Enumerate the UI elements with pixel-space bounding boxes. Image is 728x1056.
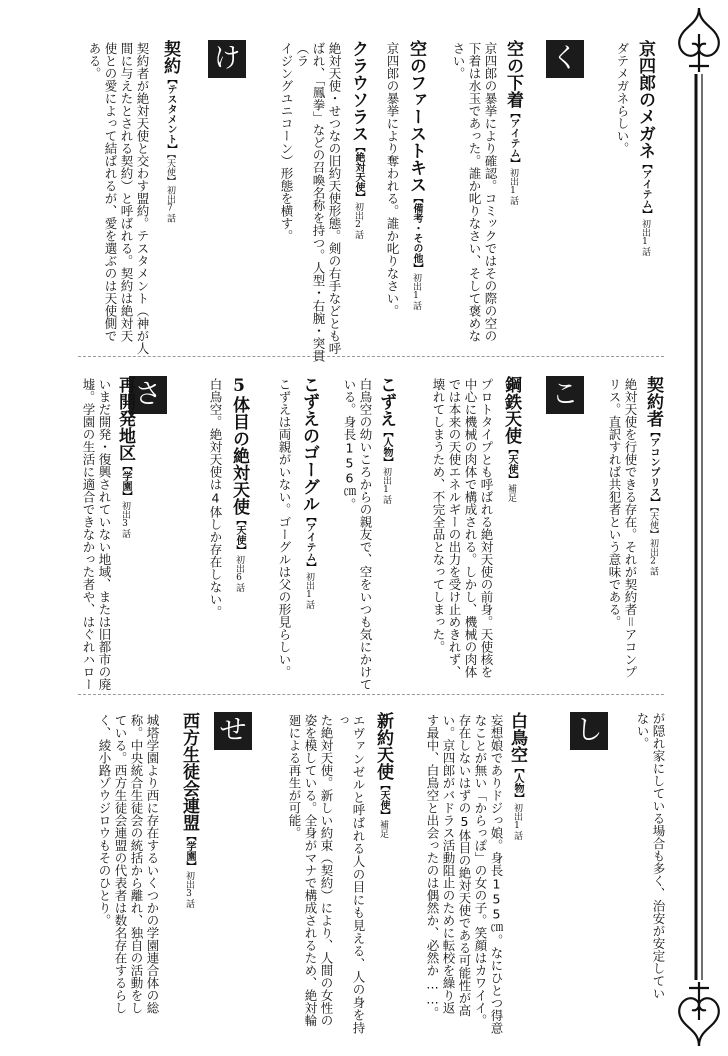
entry-body-redevelopment-zone: いまだ開発・復興されていない地域、または旧都市の廃 墟。学園の生活に適合できなかった者や、はぐれハロー [81, 378, 112, 691]
section-marker-ko: こ [546, 376, 584, 414]
entry-body-steel-angel: プロトタイプとも呼ばれる絶対天使の前身。天使核を 中心に機械の肉体で構成される。しかし、機械の肉体 では本来の天使エネルギーの出力を受け止めきれず、 壊れてしまうため、不完全品となってしまった。 [431, 378, 494, 678]
entry-body-fifth-angel: 白鳥空。絶対天使は4体しか存在しない。 [208, 378, 223, 618]
section-marker-ku: く [546, 40, 584, 78]
entry-body-claiomh-solais: 絶対天使・せつなの旧約天使形態。剣の右手などとも呼 ばれ、「鳳拳」などの召喚名称を持つ。人型・右腕・突貫（ラ イジングユニコーン）形態を横す。 [279, 42, 342, 362]
entry-body-new-testament-angel: エヴァンゼルと呼ばれる人の目にも見える、人の身を持っ た絶対天使。新しい約束（契約）により、人間の女性の 姿を模している。全身がマナで構成されるため、絶対輪 廻による再生が可能。 [287, 714, 366, 1034]
entry-title-kozue-goggles: こずえのゴーグル【アイテム】初出1話 [299, 376, 319, 609]
entry-title-kyoshiro-glasses: 京四郎のメガネ【アイテム】初出1話 [635, 40, 655, 256]
entry-body-sora-first-kiss: 京四郎の暴挙により奪われる。誰か叱りなさい。 [385, 42, 400, 317]
section-marker-ke: け [208, 40, 246, 78]
entry-body-western-council-league: 城塔学園より西に存在するいくつかの学園連合体の総 称。中央統合生徒会の統括から離れ、独自の活動をし ている。西方生徒会連盟の代表者は数名存在するらし く、綾小路ゾウジロウもそのひとり。 [97, 714, 160, 1014]
entry-title-steel-angel: 鋼鉄天使【天使】補足 [501, 376, 521, 502]
entry-title-testament: 契約【テスタメント】【天使】初出7話 [160, 40, 180, 223]
entry-title-western-council-league: 西方生徒会連盟【学園】初出3話 [179, 712, 199, 908]
entry-title-sora-underwear: 空の下着【アイテム】初出1話 [503, 40, 523, 205]
section-marker-sa: さ [129, 376, 167, 414]
entry-title-redevelopment-zone: 再開発地区【学園】初出3話 [115, 376, 135, 538]
entry-body-kyoshiro-glasses: ダテメガネらしい。 [615, 42, 630, 155]
section-marker-shi: し [570, 712, 608, 750]
entry-body-kozue-goggles: こずえは両親がいない。ゴーグルは父の形見らしい。 [277, 378, 292, 678]
entry-body-sora-underwear: 京四郎の暴挙により確認。コミックではその際の空の 下着は水玉であった。誰か叱りなさい、そして褒めな さい。 [451, 42, 498, 342]
entry-body-shiratori-sora: 妄想娘でありドジっ娘。身長155㎝。なにひとつ得意 なことが無い「からっぽ」の女の子。笑顔はカワイイ。 存在しないはずの5体目の絶対天使である可能性が高 い。京四郎がバドラス活動阻止のために転校を繰り返 す最中、白鳥空と出会ったのは偶然か、必然か……。 [425, 714, 504, 1034]
entry-title-accomplice: 契約者【アコンプリス】【天使】初出2話 [643, 376, 663, 576]
entry-title-kozue: こずえ【人物】初出1話 [376, 376, 396, 504]
entry-title-new-testament-angel: 新約天使【天使】補足 [373, 712, 393, 838]
entry-title-claiomh-solais: クラウソラス【絶対天使】初出2話 [348, 40, 368, 239]
entry-body-testament: 契約者が絶対天使と交わす盟約。テスタメント（神が人 間に与えたとされる契約）と呼ばれる。契約は絶対天 使との愛によって結ばれるが、愛を選ぶのは天使側で ある。 [87, 42, 150, 355]
entry-body-kozue: 白鳥空の幼いころからの親友で、空をいつも気にかけて いる。身長156㎝。 [342, 378, 373, 691]
ornamental-border [672, 4, 724, 1050]
entry-body-redevelopment-continued: が隠れ家にしている場合も多く、治安が安定してい ない。 [635, 712, 666, 1000]
section-marker-se: せ [214, 712, 252, 750]
entry-title-shiratori-sora: 白鳥空【人物】初出1話 [507, 712, 527, 840]
entry-body-accomplice: 絶対天使を行使できる存在。それが契約者＝アコンプ リス。直訳すれば共犯者という意味である。 [607, 378, 638, 678]
entry-title-fifth-angel: 5体目の絶対天使【天使】初出6話 [229, 376, 249, 592]
entry-title-sora-first-kiss: 空のファーストキス【備考・その他】初出1話 [406, 40, 426, 310]
